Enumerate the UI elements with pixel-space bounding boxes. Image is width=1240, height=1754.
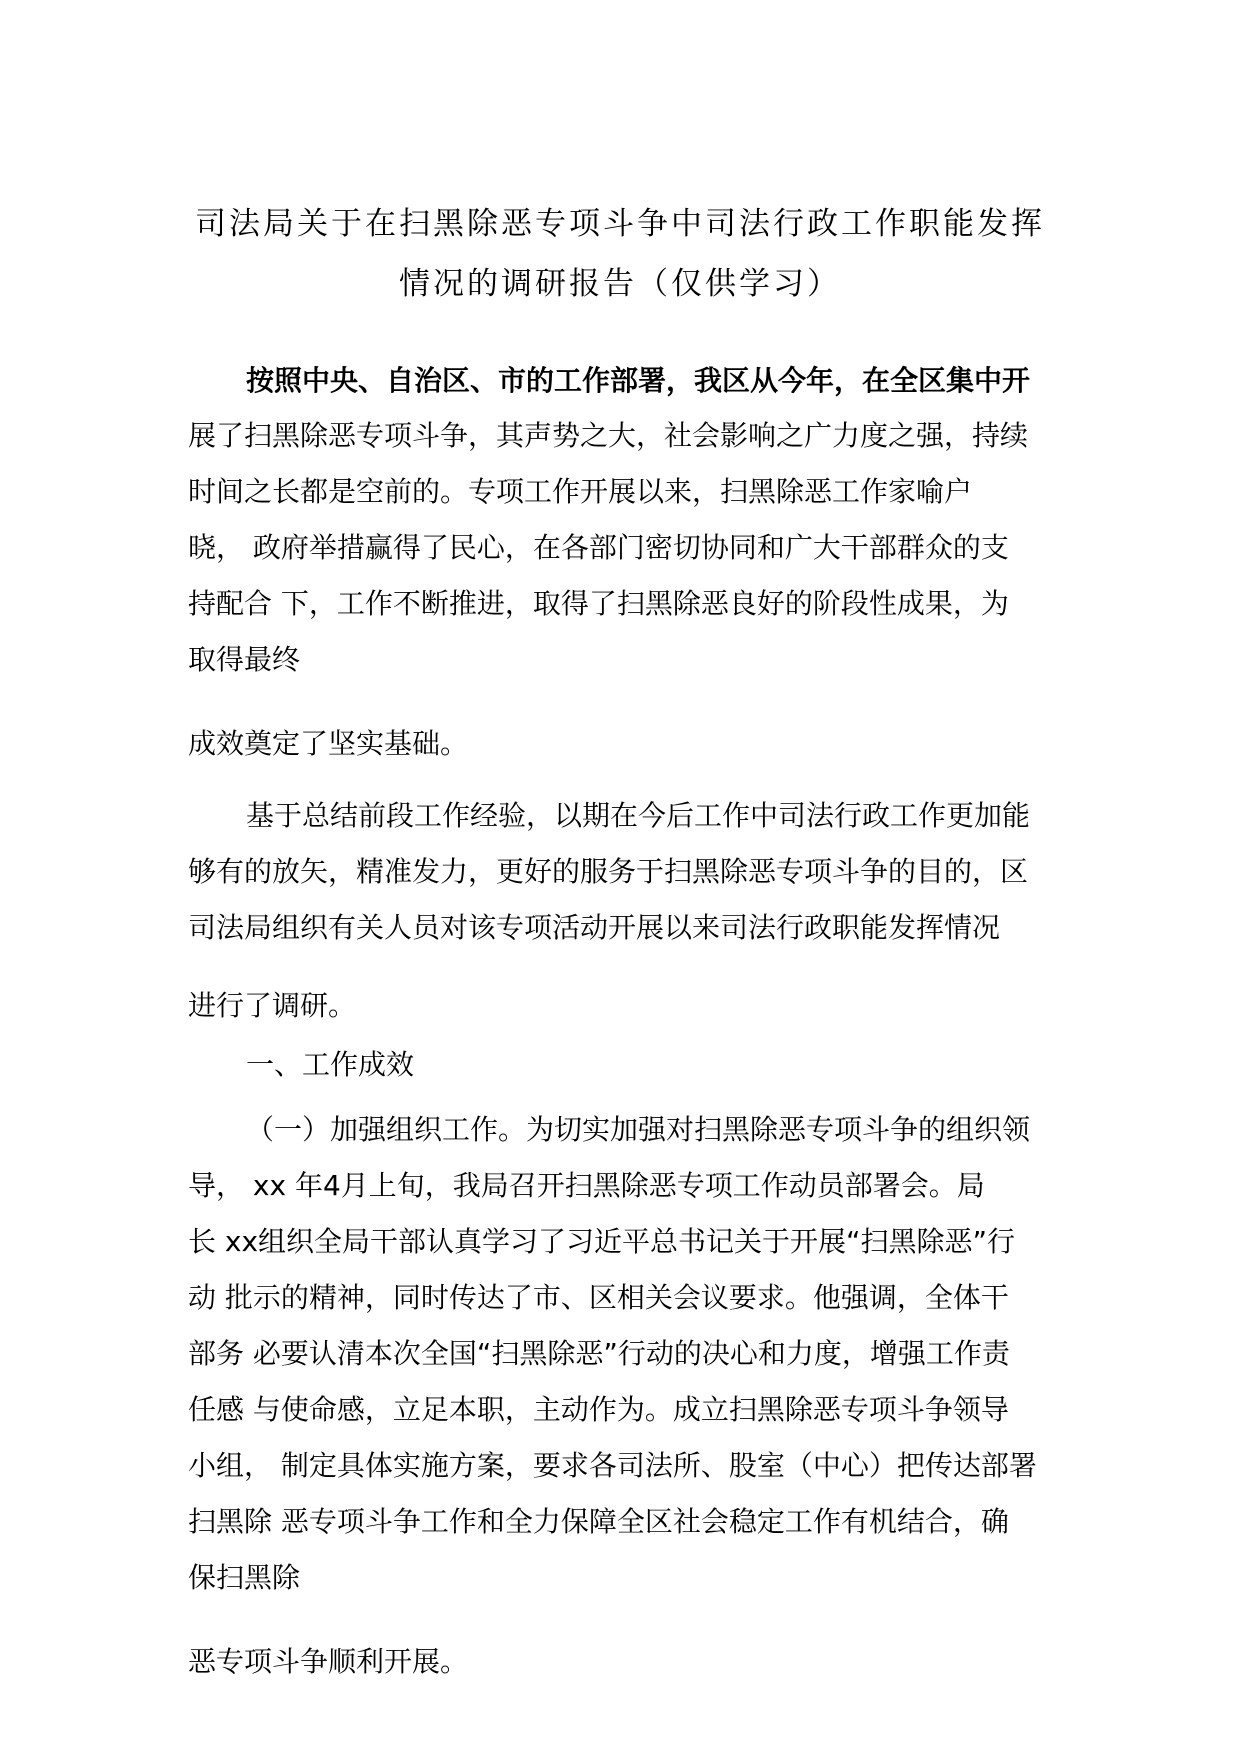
paragraph-line: （一）加强组织工作。为切实加强对扫黑除恶专项斗争的组织领 — [246, 1113, 1031, 1146]
paragraph-line: 按照中央、自治区、市的工作部署，我区从今年，在全区集中开 — [246, 364, 1031, 397]
paragraph-line: 导， xx 年4月上旬，我局召开扫黑除恶专项工作动员部署会。局 — [188, 1169, 985, 1202]
paragraph-line: 小组， 制定具体实施方案，要求各司法所、股室（中心）把传达部署 — [188, 1449, 1037, 1482]
document-title-line-1: 司法局关于在扫黑除恶专项斗争中司法行政工作职能发挥 — [195, 206, 1045, 242]
paragraph-line: 持配合 下，工作不断推进，取得了扫黑除恶良好的阶段性成果，为 — [188, 587, 1009, 620]
paragraph-line: 进行了调研。 — [188, 989, 357, 1022]
document-title-line-2: 情况的调研报告（仅供学习） — [399, 266, 841, 302]
paragraph-line: 任感 与使命感，立足本职，主动作为。成立扫黑除恶专项斗争领导 — [188, 1393, 1009, 1426]
paragraph-line: 司法局组织有关人员对该专项活动开展以来司法行政职能发挥情况 — [188, 911, 1001, 944]
paragraph-line: 保扫黑除 — [188, 1561, 301, 1594]
paragraph-line: 展了扫黑除恶专项斗争，其声势之大，社会影响之广力度之强，持续 — [188, 419, 1029, 452]
paragraph-line: 基于总结前段工作经验，以期在今后工作中司法行政工作更加能 — [246, 799, 1031, 832]
paragraph-line: 动 批示的精神，同时传达了市、区相关会议要求。他强调，全体干 — [188, 1281, 1009, 1314]
paragraph-line: 恶专项斗争顺利开展。 — [188, 1645, 469, 1678]
paragraph-line: 晓， 政府举措赢得了民心，在各部门密切协同和广大干部群众的支 — [188, 531, 1009, 564]
section-heading: 一、工作成效 — [246, 1048, 415, 1081]
paragraph-line: 时间之长都是空前的。专项工作开展以来，扫黑除恶工作家喻户 — [188, 475, 973, 508]
paragraph-line: 成效奠定了坚实基础。 — [188, 727, 469, 760]
paragraph-line: 部务 必要认清本次全国“扫黑除恶”行动的决心和力度，增强工作责 — [188, 1337, 1010, 1370]
paragraph-line: 够有的放矢，精准发力，更好的服务于扫黑除恶专项斗争的目的，区 — [188, 855, 1029, 888]
paragraph-line: 扫黑除 恶专项斗争工作和全力保障全区社会稳定工作有机结合，确 — [188, 1505, 1009, 1538]
paragraph-line: 取得最终 — [188, 643, 301, 676]
paragraph-line: 长 xx组织全局干部认真学习了习近平总书记关于开展“扫黑除恶”行 — [188, 1225, 1016, 1258]
